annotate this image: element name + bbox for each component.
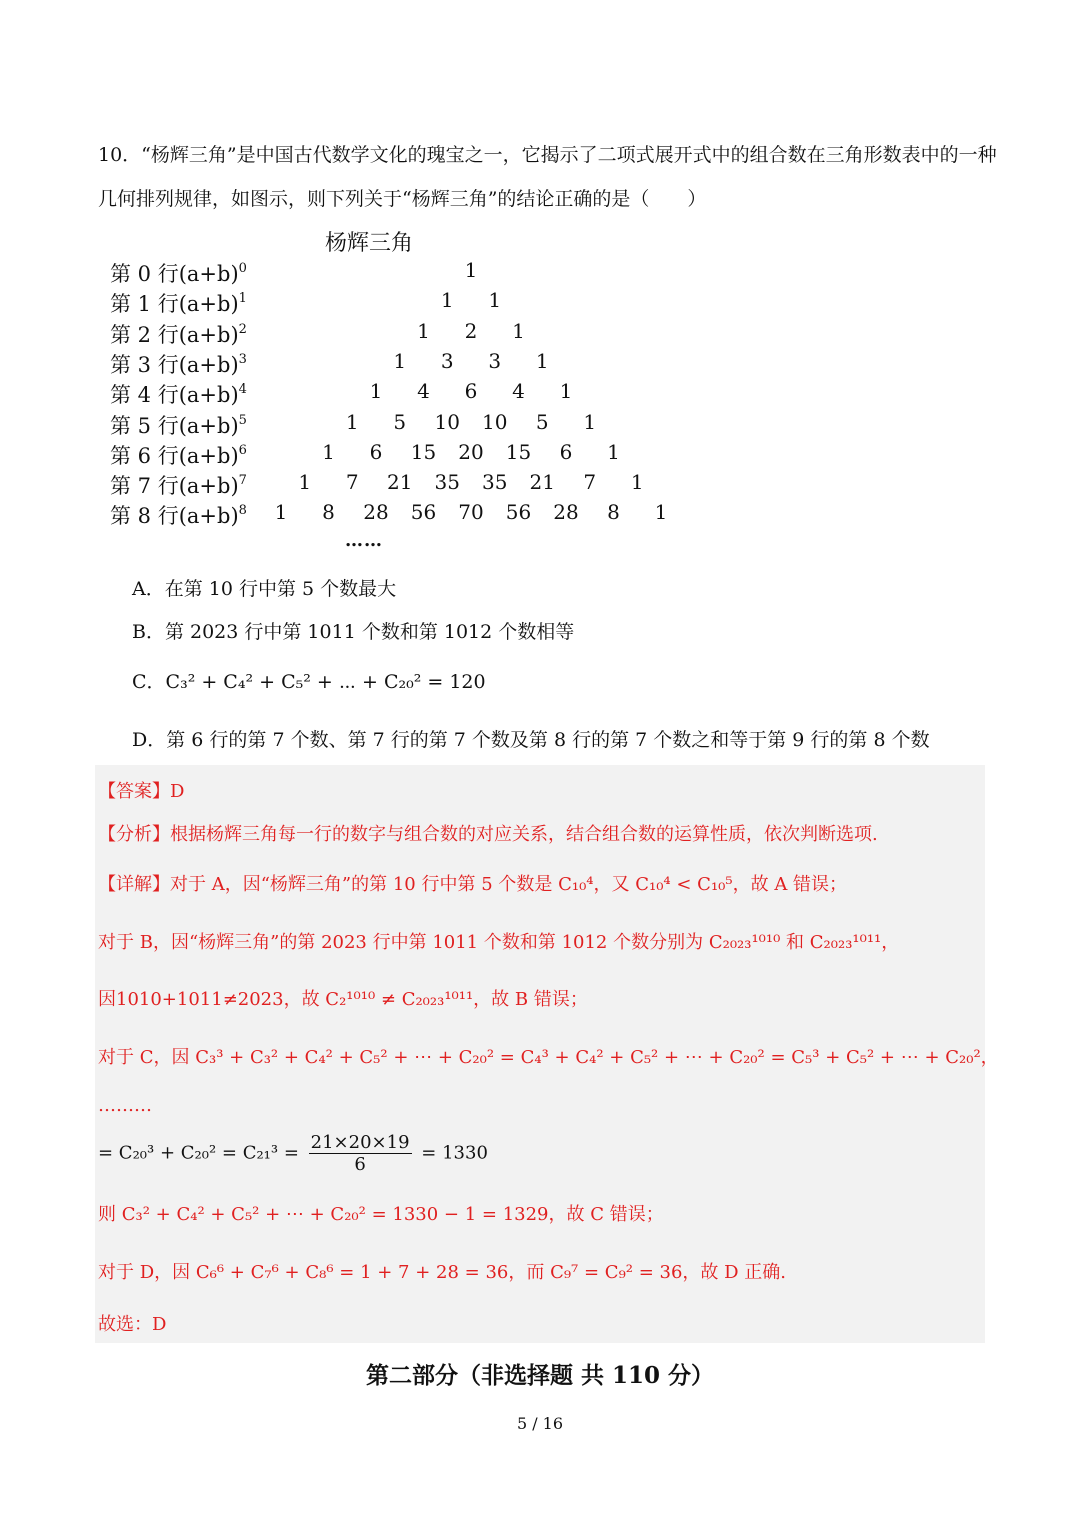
triangle-row-label xyxy=(110,440,247,470)
fraction xyxy=(309,1132,412,1175)
triangle-number: 1 xyxy=(630,470,644,495)
triangle-number: 2 xyxy=(464,318,478,343)
triangle-ellipsis: …… xyxy=(345,530,383,551)
row-exponent: 4 xyxy=(238,382,247,398)
triangle-number: 1 xyxy=(654,500,668,525)
detail-c-line-1: 对于 C，因 C₃³ + C₃² + C₄² + C₅² + ⋯ + C₂₀² = C₄³ + C₄² + C₅² + ⋯ + C₂₀² = C₅³ + C₅² + ⋯ + C₂₀²， xyxy=(98,1047,999,1068)
triangle-number: 1 xyxy=(298,470,312,495)
section-title: 第二部分（非选择题 共 110 分） xyxy=(365,1362,715,1389)
detail-d-line: 对于 D，因 C₆⁶ + C₇⁶ + C₈⁶ = 1 + 7 + 28 = 36，而 C₉⁷ = C₉² = 36，故 D 正确. xyxy=(98,1262,787,1283)
row-label-text: 第 1 行(a+b) xyxy=(110,292,239,317)
row-label-text: 第 8 行(a+b) xyxy=(110,504,239,529)
analysis-line: 【分析】根据杨辉三角每一行的数字与组合数的对应关系，结合组合数的运算性质，依次判断选项. xyxy=(98,824,878,845)
triangle-number: 56 xyxy=(505,500,532,525)
row-label-text: 第 5 行(a+b) xyxy=(110,413,239,438)
detail-c-line-3 xyxy=(98,1132,488,1175)
triangle-number: 10 xyxy=(482,409,508,434)
detail-c-line-2: ……… xyxy=(98,1095,152,1116)
triangle-number: 35 xyxy=(482,470,508,495)
final-answer: 故选：D xyxy=(98,1314,167,1335)
triangle-number: 6 xyxy=(369,439,383,464)
triangle-number: 1 xyxy=(607,439,620,464)
triangle-number: 21 xyxy=(529,470,555,495)
row-exponent: 5 xyxy=(238,412,247,428)
triangle-number: 1 xyxy=(322,439,335,464)
triangle-number: 3 xyxy=(488,348,502,373)
detail-a-line: 【详解】对于 A，因“杨辉三角”的第 10 行中第 5 个数是 C₁₀⁴，又 C₁₀⁴ < C₁₀⁵，故 A 错误； xyxy=(98,874,848,895)
triangle-number: 4 xyxy=(512,379,525,404)
question-line-1: 10．“杨辉三角”是中国古代数学文化的瑰宝之一，它揭示了二项式展开式中的组合数在三角形数表中的一种 xyxy=(98,144,997,166)
row-label-text: 第 3 行(a+b) xyxy=(110,352,239,377)
row-label-text: 第 6 行(a+b) xyxy=(110,443,239,468)
detail-c-right: = 1330 xyxy=(421,1142,488,1164)
triangle-number: 1 xyxy=(417,318,430,343)
triangle-number: 1 xyxy=(393,348,407,373)
triangle-number: 1 xyxy=(559,379,573,404)
triangle-number: 1 xyxy=(535,348,549,373)
triangle-number: 1 xyxy=(345,409,359,434)
detail-c-left: = C₂₀³ + C₂₀² = C₂₁³ = xyxy=(98,1142,299,1164)
triangle-number: 4 xyxy=(417,379,430,404)
fraction-numerator: 21×20×19 xyxy=(310,1132,410,1153)
answer-line: 【答案】D xyxy=(98,781,185,802)
triangle-number: 8 xyxy=(322,500,335,525)
triangle-number: 6 xyxy=(559,439,573,464)
row-label-text: 第 4 行(a+b) xyxy=(110,383,239,408)
row-exponent: 1 xyxy=(238,291,247,307)
row-exponent: 8 xyxy=(238,503,247,519)
option-c: C．C₃² + C₄² + C₅² + ⋯ + C₂₀² = 120 xyxy=(132,671,486,693)
triangle-number: 7 xyxy=(345,470,359,495)
triangle-number: 3 xyxy=(440,348,454,373)
triangle-row-label xyxy=(110,500,247,530)
triangle-number: 7 xyxy=(583,470,597,495)
triangle-title: 杨辉三角 xyxy=(325,231,414,256)
triangle-number: 21 xyxy=(387,470,413,495)
page-number: 5 / 16 xyxy=(516,1414,564,1433)
triangle-number: 1 xyxy=(488,288,502,313)
row-exponent: 6 xyxy=(238,442,247,458)
triangle-number: 10 xyxy=(434,409,460,434)
triangle-number: 6 xyxy=(464,379,478,404)
question-line-2: 几何排列规律，如图示，则下列关于“杨辉三角”的结论正确的是（ ） xyxy=(98,188,707,210)
triangle-number: 28 xyxy=(363,500,389,525)
triangle-row-label xyxy=(110,258,247,288)
row-label-text: 第 2 行(a+b) xyxy=(110,322,239,347)
triangle-row-label xyxy=(110,379,247,409)
triangle-row-label xyxy=(110,470,247,500)
triangle-number: 20 xyxy=(458,439,484,464)
row-exponent: 7 xyxy=(238,473,247,489)
detail-b-line-2: 因1010+1011≠2023，故 C₂¹⁰¹⁰ ≠ C₂₀₂₃¹⁰¹¹，故 B 错误； xyxy=(98,989,588,1010)
triangle-number: 1 xyxy=(583,409,597,434)
row-label-text: 第 7 行(a+b) xyxy=(110,474,239,499)
triangle-number: 1 xyxy=(512,318,525,343)
triangle-number: 56 xyxy=(410,500,437,525)
triangle-row-label xyxy=(110,410,247,440)
option-a: A．在第 10 行中第 5 个数最大 xyxy=(132,578,397,600)
triangle-row-label xyxy=(110,288,247,318)
detail-b-line-1: 对于 B，因“杨辉三角”的第 2023 行中第 1011 个数和第 1012 个数分别为 C₂₀₂₃¹⁰¹⁰ 和 C₂₀₂₃¹⁰¹¹， xyxy=(98,932,900,953)
row-exponent: 0 xyxy=(238,261,247,276)
triangle-row-label xyxy=(110,319,247,349)
triangle-number: 1 xyxy=(440,288,454,313)
fraction-denominator: 6 xyxy=(354,1154,366,1175)
row-label-text: 第 0 行(a+b) xyxy=(110,262,239,286)
row-exponent: 3 xyxy=(238,351,247,367)
triangle-number: 28 xyxy=(553,500,579,525)
row-exponent: 2 xyxy=(238,321,247,337)
option-d: D．第 6 行的第 7 个数、第 7 行的第 7 个数及第 8 行的第 7 个数之和等于第 9 行的第 8 个数 xyxy=(132,729,930,751)
triangle-number: 15 xyxy=(410,439,437,464)
triangle-row-label xyxy=(110,349,247,379)
triangle-number: 70 xyxy=(458,500,484,525)
triangle-number: 5 xyxy=(393,409,407,434)
triangle-number: 35 xyxy=(434,470,460,495)
detail-c-line-4: 则 C₃² + C₄² + C₅² + ⋯ + C₂₀² = 1330 − 1 = 1329，故 C 错误； xyxy=(98,1204,664,1225)
triangle-number: 8 xyxy=(607,500,620,525)
triangle-number: 1 xyxy=(464,258,478,282)
triangle-number: 1 xyxy=(274,500,288,525)
triangle-number: 5 xyxy=(535,409,549,434)
option-b: B．第 2023 行中第 1011 个数和第 1012 个数相等 xyxy=(132,621,575,643)
triangle-number: 15 xyxy=(505,439,532,464)
triangle-number: 1 xyxy=(369,379,383,404)
